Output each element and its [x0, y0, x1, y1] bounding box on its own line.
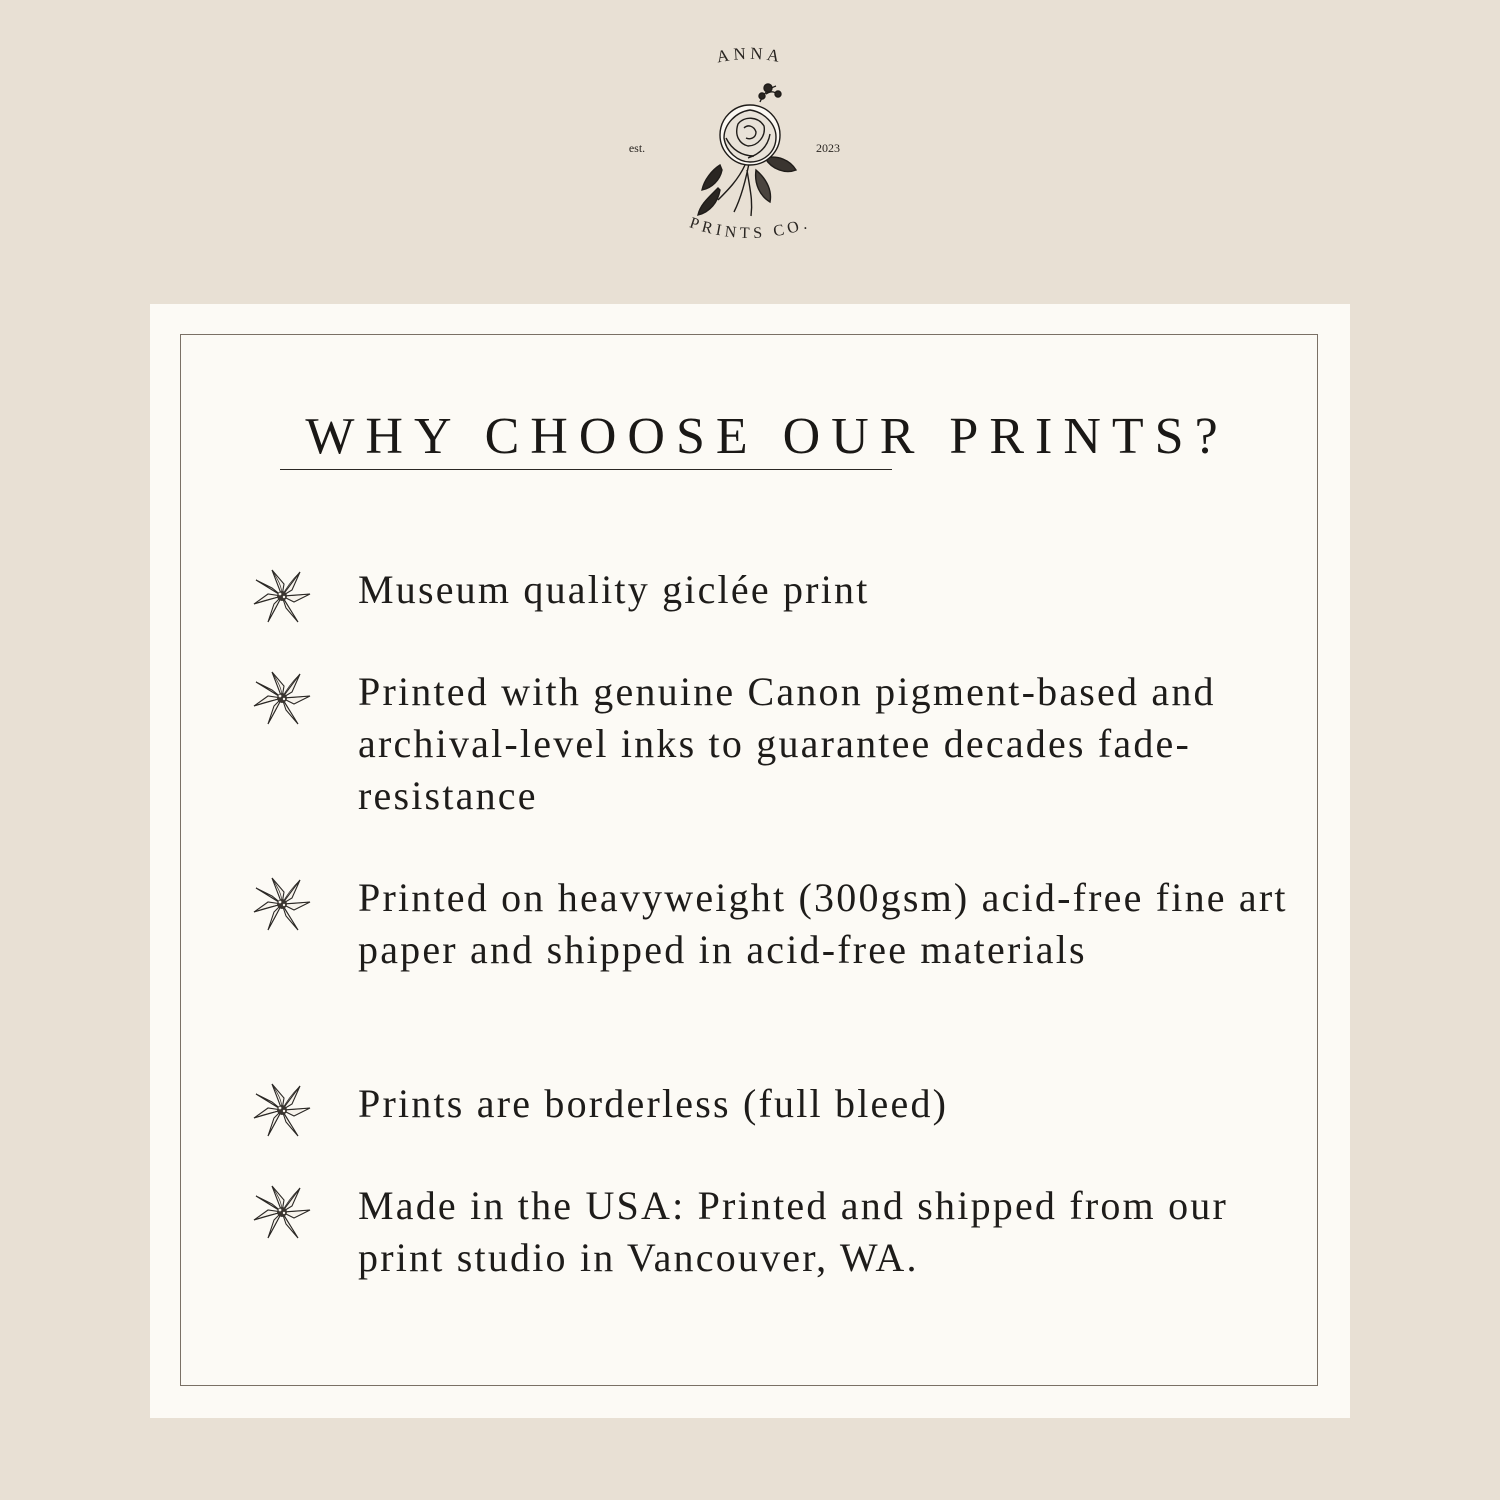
svg-text:PRINTS CO.: [687, 215, 812, 243]
features-card: [150, 304, 1350, 1418]
feature-text: Printed with genuine Canon pigment-based and archival-level inks to guarantee decades fade-resistance: [358, 669, 1216, 818]
flower-bullet-icon: [250, 1180, 314, 1244]
flower-bullet-icon: [250, 564, 314, 628]
flower-bullet-icon: [250, 1078, 314, 1142]
svg-text:ANNA: [715, 44, 785, 67]
logo-year-text: 2023: [816, 141, 840, 155]
rose-icon: [698, 84, 796, 216]
feature-text: Made in the USA: Printed and shipped from our print studio in Vancouver, WA.: [358, 1183, 1228, 1280]
logo-bottom-text: PRINTS CO.: [687, 214, 813, 243]
flower-bullet-icon: [250, 666, 314, 730]
page-title: WHY CHOOSE OUR PRINTS?: [305, 408, 1229, 465]
logo-est-text: est.: [628, 141, 646, 155]
feature-list: [150, 304, 1350, 1418]
title-divider: [280, 469, 892, 470]
logo-seal: [600, 40, 900, 260]
feature-text: Museum quality giclée print: [358, 567, 870, 612]
feature-text: Prints are borderless (full bleed): [358, 1081, 949, 1126]
logo-top-text: ANNA: [715, 43, 785, 67]
feature-text: Printed on heavyweight (300gsm) acid-free fine art paper and shipped in acid-free materials: [358, 875, 1288, 972]
brand-logo: [600, 40, 900, 260]
flower-bullet-icon: [250, 872, 314, 936]
